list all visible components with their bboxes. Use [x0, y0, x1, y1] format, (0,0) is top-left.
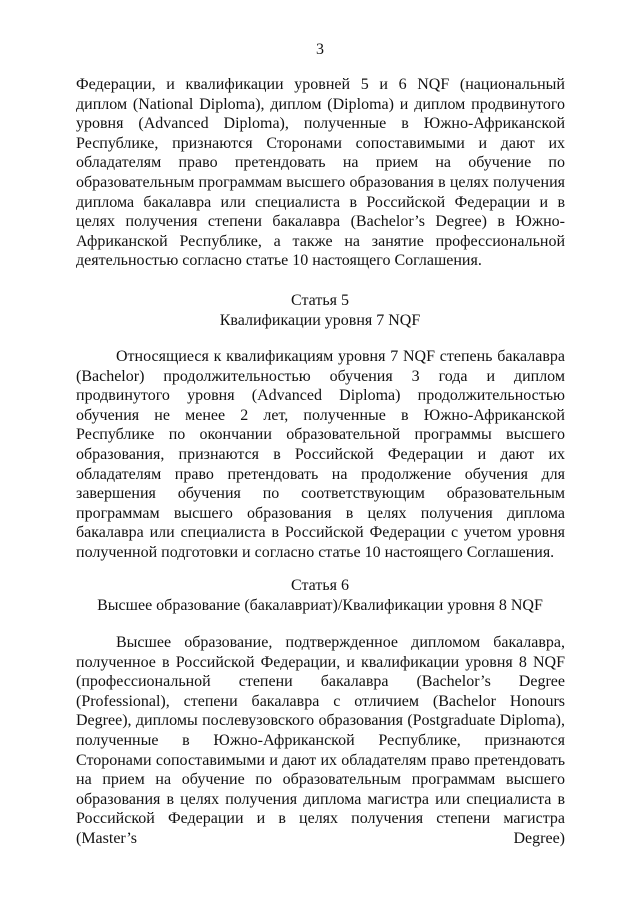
paragraph-continuation: Федерации, и квалификации уровней 5 и 6 NQF (национальный диплом (National Diploma), диплом (Diploma) и диплом продвинутого уровня (Advanced Diploma), полученные в Южно-Африканской Республике, признаются Сторонами сопоставимыми и дают их обладателям право претендовать на прием на обучение по образовательным программам высшего образования в целях получения диплома бакалавра или специалиста в Российской Федерации и в целях получения степени бакалавра (Bachelor’s Degree) в Южно-Африканской Республике, а также на занятие профессиональной деятельностью согласно статье 10 настоящего Соглашения. [76, 76, 565, 270]
page-number: 3 [316, 41, 324, 58]
article-5-number: Статья 5 [291, 292, 349, 309]
article-6-paragraph: Высшее образование, подтвержденное дипломом бакалавра, полученное в Российской Федерации, и квалификации уровня 8 NQF (профессиональной степени бакалавра (Bachelor’s Degree (Professional), степени бакалавра с отличием (Bachelor Honours Degree), дипломы послевузовского образования (Postgraduate Diploma), полученные в Южно-Африканской Республике, признаются Сторонами сопоставимыми и дают их обладателям право претендовать на прием на обучение по образовательным программам высшего образования в целях получения диплома магистра или специалиста в Российской Федерации и в целях получения степени магистра (Master’s Degree) [76, 634, 565, 847]
article-6-heading [0, 576, 640, 616]
article-6-number: Статья 6 [291, 577, 349, 594]
article-5-paragraph: Относящиеся к квалификациям уровня 7 NQF степень бакалавра (Bachelor) продолжительностью обучения 3 года и диплом продвинутого уровня (Advanced Diploma) продолжительностью обучения не менее 2 лет, полученные в Южно-Африканской Республике по окончании образовательной программы высшего образования, признаются в Российской Федерации и дают их обладателям право претендовать на продолжение обучения для завершения обучения по соответствующим образовательным программам высшего образования в целях получения диплома бакалавра или специалиста в Российской Федерации с учетом уровня полученной подготовки и согласно статье 10 настоящего Соглашения. [76, 348, 565, 561]
article-6-title: Высшее образование (бакалавриат)/Квалификации уровня 8 NQF [97, 597, 543, 614]
article-5-heading [0, 291, 640, 331]
article-5-title: Квалификации уровня 7 NQF [219, 312, 421, 329]
